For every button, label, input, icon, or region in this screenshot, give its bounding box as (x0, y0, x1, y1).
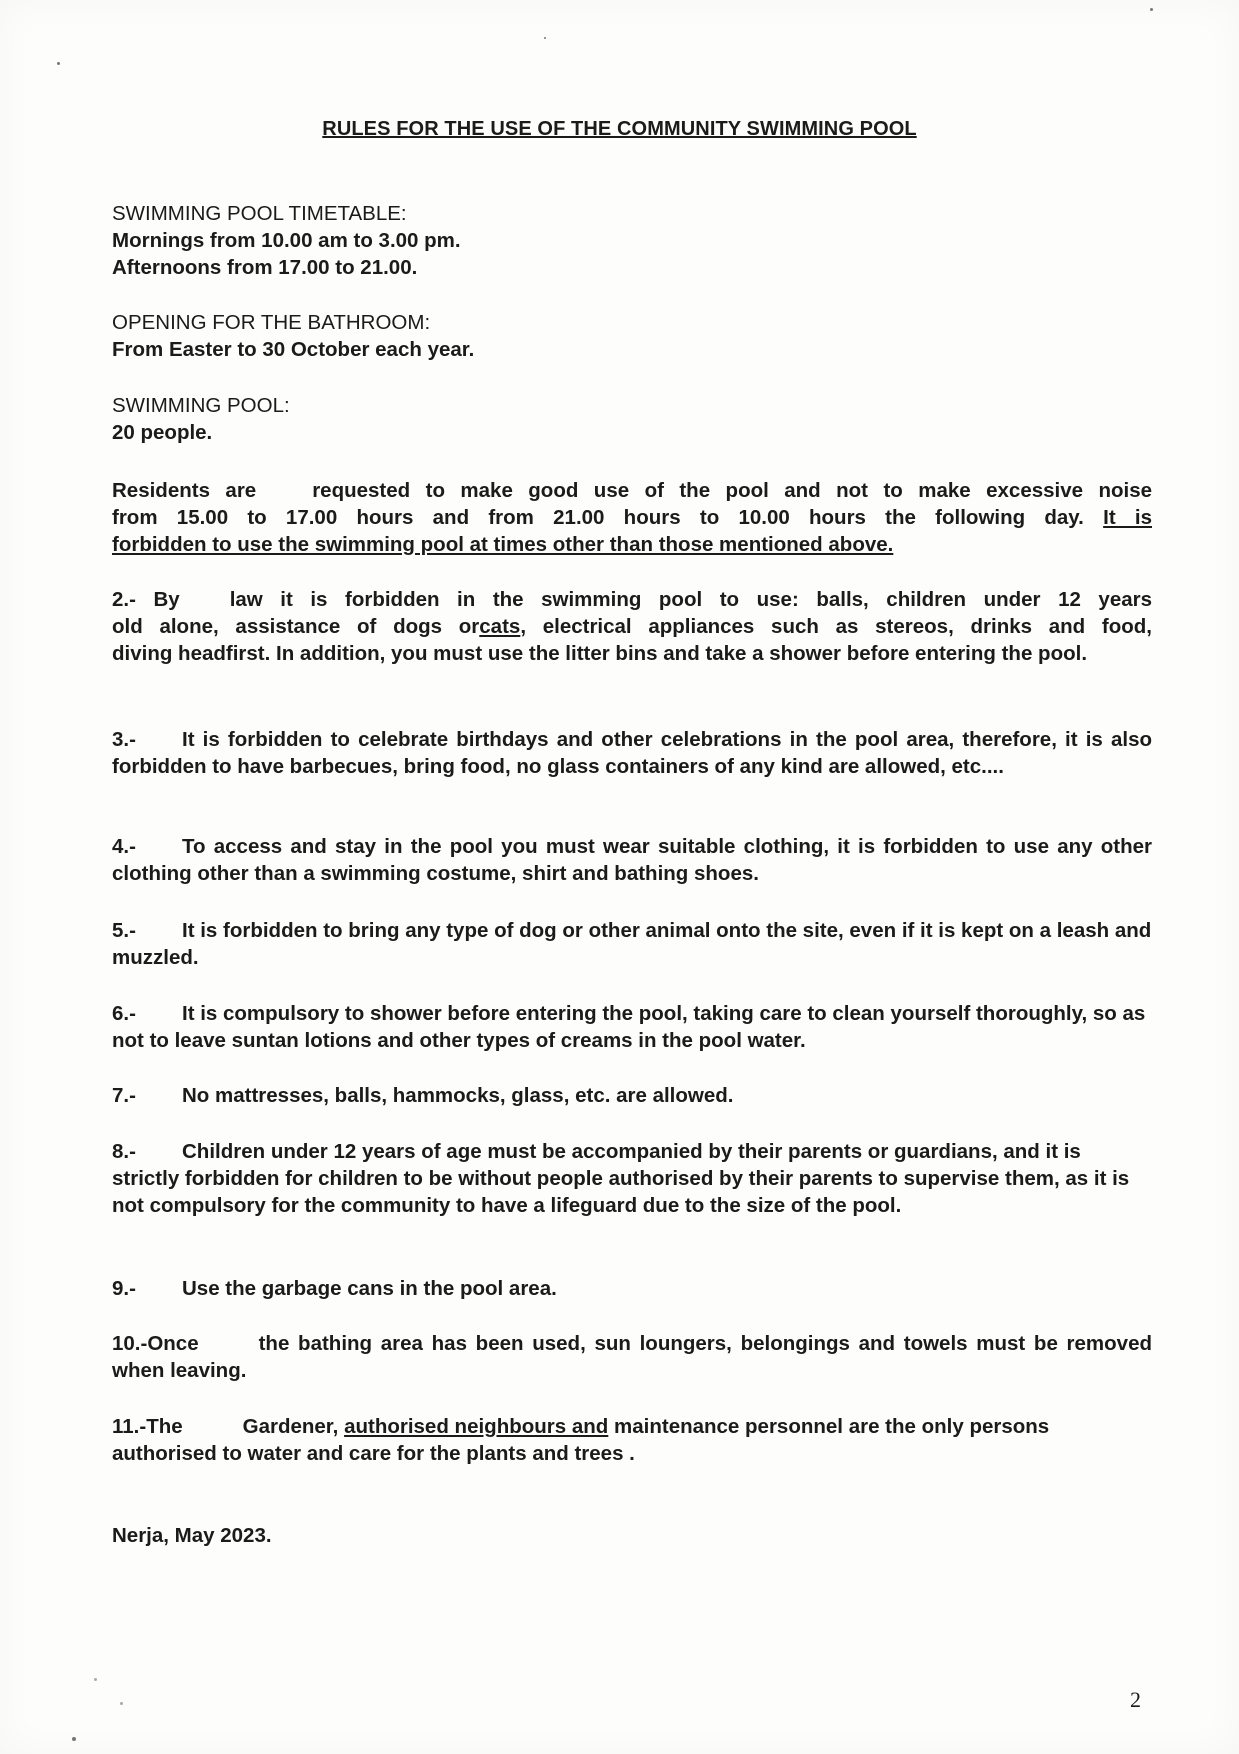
rule-9 (112, 1275, 1152, 1302)
rule-4-text: To access and stay in the pool you must wear suitable clothing, it is forbidden to use any other clothing other than a swimming costume, shirt and bathing shoes. (112, 835, 1152, 885)
rule-10-number: 10.-Once (112, 1332, 199, 1355)
rule-2 (112, 586, 1152, 667)
bathroom-dates: From Easter to 30 October each year. (112, 338, 475, 361)
scan-speck (94, 1678, 97, 1681)
rule-1-line-2 (112, 504, 1152, 531)
rule-8 (112, 1138, 1152, 1219)
rule-11-underlined: authorised neighbours and (344, 1415, 609, 1438)
rule-2-line-2-rest: , electrical appliances such as stereos, drinks and food, (520, 615, 1153, 638)
scan-speck (120, 1702, 123, 1705)
rule-4 (112, 833, 1152, 887)
rule-2-number: 2.- By (112, 588, 180, 611)
rule-1-start: Residents are (112, 479, 257, 502)
rule-11-part-3: maintenance personnel are the only persons authorised to water and care for the plants and trees . (112, 1415, 1050, 1465)
rule-6-number: 6.- (112, 1002, 136, 1025)
rule-7 (112, 1082, 1152, 1109)
place-and-date: Nerja, May 2023. (112, 1524, 272, 1547)
rule-3-number: 3.- (112, 728, 136, 751)
rule-6 (112, 1000, 1152, 1054)
rule-3 (112, 726, 1152, 780)
rule-4-number: 4.- (112, 835, 136, 858)
rule-7-text: No mattresses, balls, hammocks, glass, etc. are allowed. (182, 1084, 734, 1107)
scan-speck (1150, 8, 1153, 11)
bathroom-section (112, 309, 1152, 363)
rule-6-text: It is compulsory to shower before entering the pool, taking care to clean yourself thoroughly, so as not to leave suntan lotions and other types of creams in the pool water. (112, 1002, 1146, 1052)
rule-9-text: Use the garbage cans in the pool area. (182, 1277, 557, 1300)
rule-2-line-2-text: old alone, assistance of dogs or (112, 615, 480, 638)
timetable-section (112, 200, 1152, 281)
bathroom-heading: OPENING FOR THE BATHROOM: (112, 311, 431, 334)
rule-3-text: It is forbidden to celebrate birthdays and other celebrations in the pool area, therefore, it is also forbidden to have barbecues, bring food, no glass containers of any kind are allowed, etc.... (112, 728, 1152, 778)
rule-1-line-1 (112, 477, 1152, 504)
pool-capacity-section (112, 392, 1152, 446)
rule-1-line-1-rest: requested to make good use of the pool and not to make excessive noise (312, 479, 1152, 502)
rule-2-line-1 (112, 586, 1152, 613)
page-title: RULES FOR THE USE OF THE COMMUNITY SWIMMING POOL (322, 118, 917, 140)
rule-1 (112, 477, 1152, 558)
rule-9-number: 9.- (112, 1277, 136, 1300)
rule-2-cats-underlined: cats (479, 615, 521, 638)
rule-8-number: 8.- (112, 1140, 136, 1163)
rule-11-part-1: Gardener, (242, 1415, 339, 1438)
rule-5-number: 5.- (112, 919, 136, 942)
rule-1-line-2-text: from 15.00 to 17.00 hours and from 21.00 hours to 10.00 hours the following day. (112, 506, 1084, 529)
rule-2-line-1-text: law it is forbidden in the swimming pool to use: balls, children under 12 years (229, 588, 1153, 611)
rule-5 (112, 917, 1152, 971)
timetable-afternoons: Afternoons from 17.00 to 21.00. (112, 256, 418, 279)
scan-speck (72, 1737, 76, 1741)
rule-7-number: 7.- (112, 1084, 136, 1107)
rule-11-number: 11.-The (112, 1415, 183, 1438)
scan-speck (57, 62, 60, 65)
timetable-mornings: Mornings from 10.00 am to 3.00 pm. (112, 229, 461, 252)
scan-speck (544, 37, 546, 39)
rule-1-line-2-underlined: It is (1103, 506, 1152, 529)
rule-5-text: It is forbidden to bring any type of dog or other animal onto the site, even if it is kept on a leash and muzzled. (112, 919, 1152, 969)
rule-1-line-3: forbidden to use the swimming pool at times other than those mentioned above. (112, 533, 894, 556)
rule-10 (112, 1330, 1152, 1384)
rule-11 (112, 1413, 1152, 1467)
pool-capacity-heading: SWIMMING POOL: (112, 394, 290, 417)
rule-8-text: Children under 12 years of age must be accompanied by their parents or guardians, and it is strictly forbidden for children to be without people authorised by their parents to supervise them, as it is not compulsory for the community to have a lifeguard due to the size of the pool. (112, 1140, 1130, 1217)
page-number: 2 (1130, 1687, 1141, 1712)
timetable-heading: SWIMMING POOL TIMETABLE: (112, 202, 407, 225)
rule-10-text: the bathing area has been used, sun loungers, belongings and towels must be removed when leaving. (112, 1332, 1152, 1382)
rule-2-rest: diving headfirst. In addition, you must use the litter bins and take a shower before entering the pool. (112, 642, 1088, 665)
pool-capacity-value: 20 people. (112, 421, 213, 444)
rule-2-line-2 (112, 613, 1152, 640)
